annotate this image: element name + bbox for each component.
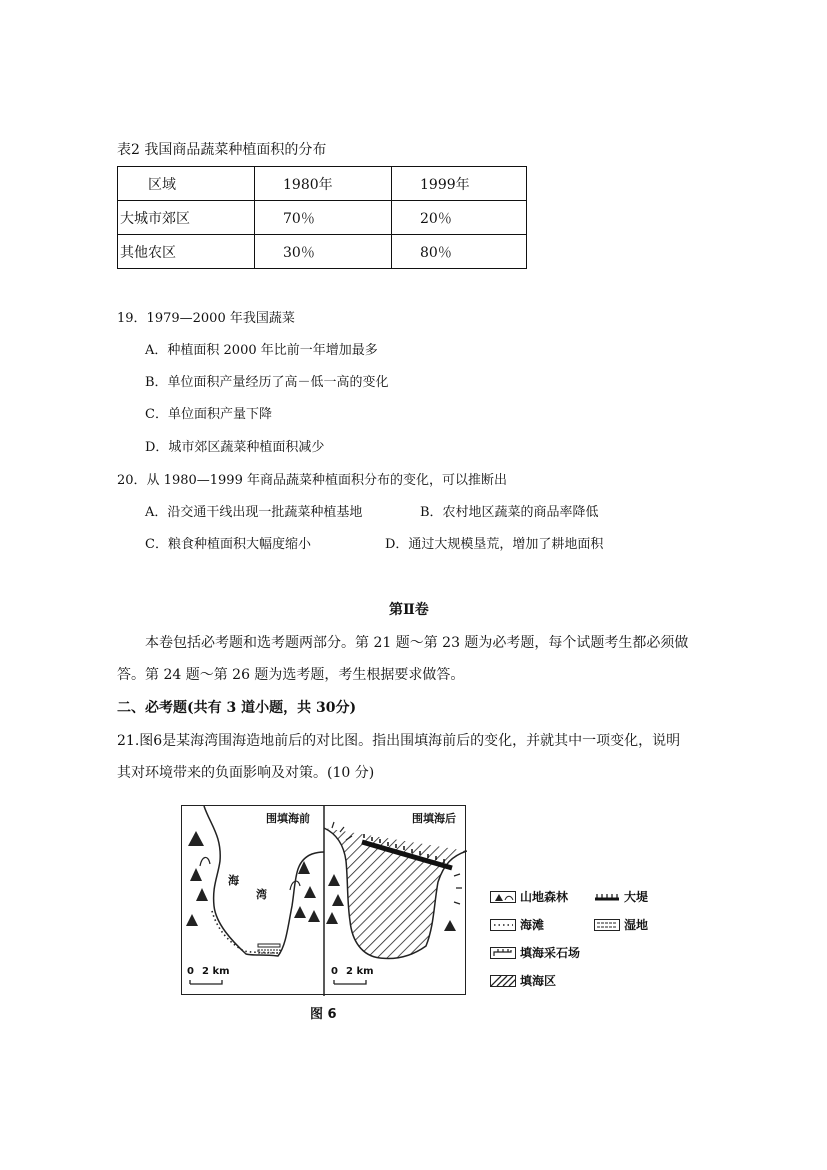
scale-label-after: 2 km — [346, 966, 374, 977]
legend-item — [490, 972, 556, 989]
section-intro-line1: 本卷包括必考题和选考题两部分。第 21 题～第 23 题为必考题，每个试题考生都必须做 — [145, 635, 689, 651]
q19-stem: 19．1979—2000 年我国蔬菜 — [117, 311, 295, 326]
legend-item — [490, 888, 568, 905]
legend-item — [594, 888, 648, 905]
legend-label: 山地森林 — [520, 890, 569, 904]
legend-item — [594, 916, 648, 933]
table-header-row — [118, 167, 527, 201]
table-cell: 其他农区 — [118, 235, 255, 269]
table-cell: 大城市郊区 — [118, 201, 255, 235]
scale-zero-after: 0 — [331, 966, 338, 977]
section-intro-line2: 答。第 24 题～第 26 题为选考题，考生根据要求做答。 — [117, 667, 465, 683]
legend-label: 湿地 — [624, 918, 649, 932]
legend-item — [490, 944, 580, 961]
scale-zero-before: 0 — [187, 966, 194, 977]
q20-option-a: A．沿交通干线出现一批蔬菜种植基地 — [145, 505, 363, 520]
q21-line2: 其对环境带来的负面影响及对策。(10 分) — [117, 765, 375, 781]
legend-label: 填海区 — [520, 974, 557, 988]
q20-option-c: C．粮食种植面积大幅度缩小 — [145, 537, 311, 552]
table-cell: 70％ — [255, 201, 392, 235]
beach-icon — [490, 919, 516, 931]
table-header-cell: 区域 — [118, 167, 255, 201]
panel-before-label: 围填海前 — [266, 812, 310, 825]
q19-option-a: A．种植面积 2000 年比前一年增加最多 — [145, 343, 378, 358]
bay-label-2: 湾 — [256, 888, 267, 901]
quarry-icon — [490, 947, 516, 959]
table-header-cell: 1999年 — [392, 167, 527, 201]
q20-stem: 20．从 1980—1999 年商品蔬菜种植面积分布的变化，可以推断出 — [117, 473, 507, 488]
table-row — [118, 235, 527, 269]
table-caption: 表2 我国商品蔬菜种植面积的分布 — [117, 142, 327, 158]
panel-before-map — [186, 806, 324, 984]
vegetable-area-table — [117, 166, 527, 269]
section-title: 第Ⅱ卷 — [389, 602, 429, 618]
wetland-icon — [594, 919, 620, 931]
bay-comparison-map — [181, 805, 466, 995]
legend-label: 填海采石场 — [520, 946, 581, 960]
dike-icon — [594, 891, 620, 903]
table-cell: 20％ — [392, 201, 527, 235]
q21-line1: 21.图6是某海湾围海造地前后的对比图。指出围填海前后的变化，并就其中一项变化，说明 — [117, 733, 681, 749]
map-legend — [490, 885, 660, 995]
section-heading: 二、必考题(共有 3 道小题，共 30分) — [117, 700, 357, 716]
table-cell: 30％ — [255, 235, 392, 269]
legend-label: 大堤 — [624, 890, 649, 904]
legend-item — [490, 916, 544, 933]
q19-option-c: C．单位面积产量下降 — [145, 407, 272, 422]
scale-label-before: 2 km — [202, 966, 230, 977]
reclaimed-icon — [490, 975, 516, 987]
panel-after-map — [324, 822, 467, 984]
q19-option-b: B．单位面积产量经历了高－低一高的变化 — [145, 375, 389, 390]
bay-label-1: 海 — [228, 874, 239, 887]
panel-after-label: 围填海后 — [412, 812, 456, 825]
table-row — [118, 201, 527, 235]
q20-option-b: B．农村地区蔬菜的商品率降低 — [420, 505, 599, 520]
q20-option-d: D．通过大规模垦荒，增加了耕地面积 — [385, 537, 604, 552]
q19-option-d: D．城市郊区蔬菜种植面积减少 — [145, 440, 325, 455]
table-cell: 80％ — [392, 235, 527, 269]
legend-label: 海滩 — [520, 918, 545, 932]
figure-caption: 图 6 — [310, 1007, 337, 1022]
forest-icon — [490, 891, 516, 903]
table-header-cell: 1980年 — [255, 167, 392, 201]
